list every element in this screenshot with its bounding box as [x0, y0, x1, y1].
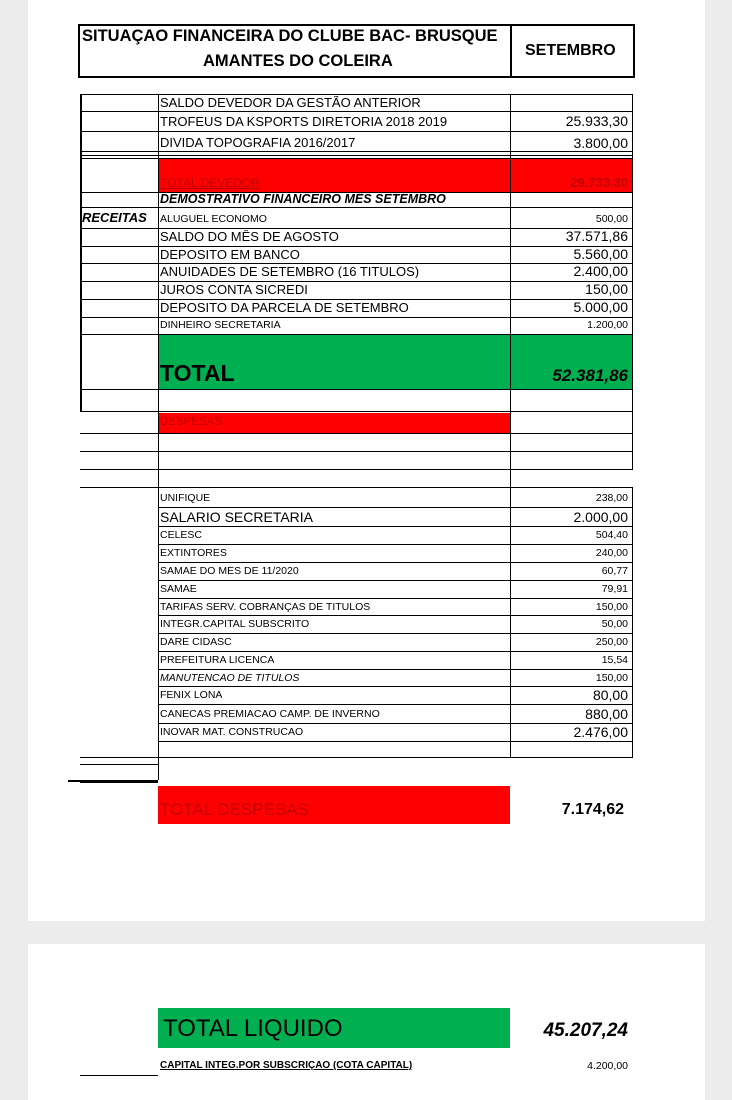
debt-topography-value: 3.800,00: [573, 135, 628, 151]
receipt-value: 37.571,86: [565, 228, 628, 244]
grid-line: [158, 633, 632, 634]
grid-line: [158, 94, 159, 780]
receipt-label: JUROS CONTA SICREDI: [160, 283, 308, 296]
grid-line: [80, 94, 632, 95]
grid-line: [80, 158, 632, 159]
expense-value: 79,91: [601, 583, 628, 595]
grid-line: [80, 281, 632, 282]
header-month: SETEMBRO: [525, 42, 616, 59]
expense-label: CELESC: [160, 530, 203, 541]
net-total-value: 45.207,24: [543, 1020, 628, 1041]
expense-label: CANECAS PREMIACAO CAMP. DE INVERNO: [160, 709, 380, 720]
grid-line: [80, 228, 632, 229]
grid-line: [80, 389, 632, 390]
grid-line: [158, 757, 632, 758]
expense-label: UNIFIQUE: [160, 493, 211, 504]
grid-line: [158, 615, 632, 616]
expense-label: INOVAR MAT. CONSTRUCAO: [160, 727, 304, 738]
expense-label: FENIX LONA: [160, 690, 223, 701]
expense-value: 250,00: [595, 636, 628, 648]
grid-line: [632, 94, 633, 470]
grid-line: [80, 263, 632, 264]
grid-line: [80, 94, 82, 412]
expense-value: 60,77: [601, 565, 628, 577]
total-value: 52.381,86: [552, 366, 628, 385]
grid-line: [80, 207, 632, 208]
grid-line: [158, 507, 632, 508]
debt-trophies-value: 25.933,30: [565, 113, 628, 129]
grid-line: [158, 669, 632, 670]
grid-line: [80, 111, 632, 112]
receipt-value: 5.560,00: [573, 246, 628, 262]
expense-label: PREFEITURA LICENCA: [160, 655, 275, 666]
header-title-line2: AMANTES DO COLEIRA: [203, 52, 393, 70]
receipt-label: DEPOSITO DA PARCELA DE SETEMBRO: [160, 301, 409, 314]
debt-previous-label: SALDO DEVEDOR DA GESTÃO ANTERIOR: [160, 96, 421, 109]
capital-label: CAPITAL INTEG.POR SUBSCRIÇÃO (COTA CAPITAL): [160, 1061, 413, 1071]
grid-line: [80, 334, 632, 335]
header-title-line1: SITUAÇAO FINANCEIRA DO CLUBE BAC- BRUSQUE: [82, 27, 498, 45]
grid-line: [158, 651, 632, 652]
total-expenses-value: 7.174,62: [561, 801, 624, 818]
grid-line: [80, 131, 632, 132]
grid-line: [158, 580, 632, 581]
grid-line: [80, 451, 632, 452]
expense-value: 2.476,00: [573, 724, 628, 740]
receipt-value: 500,00: [595, 213, 628, 225]
grid-line: [158, 562, 632, 563]
receipt-value: 5.000,00: [573, 299, 628, 315]
debt-topography-label: DIVIDA TOPOGRAFIA 2016/2017: [160, 136, 356, 149]
expense-label: DARE CIDASC: [160, 637, 232, 648]
total-label: TOTAL: [160, 362, 235, 385]
receipt-label: DINHEIRO SECRETARIA: [160, 320, 281, 331]
receipt-value: 150,00: [585, 281, 628, 297]
expense-value: 240,00: [595, 547, 628, 559]
expense-label: MANUTENCÃO DE TITULOS: [160, 673, 300, 684]
grid-line: [158, 686, 632, 687]
grid-line: [80, 764, 158, 765]
receipt-value: 2.400,00: [573, 263, 628, 279]
expense-label: SALARIO SECRETARIA: [160, 510, 314, 524]
grid-line: [80, 246, 632, 247]
grid-line: [80, 151, 632, 152]
grid-line: [80, 411, 632, 412]
receipt-label: ANUIDADES DE SETEMBRO (16 TITULOS): [160, 265, 420, 278]
grid-line: [80, 469, 632, 470]
expense-label: INTEGR.CAPITAL SUBSCRITO: [160, 619, 310, 630]
capital-left-line: [80, 1075, 158, 1076]
grid-line: [80, 299, 632, 300]
grid-line: [80, 317, 632, 318]
expense-label: EXTINTORES: [160, 548, 227, 559]
grid-line: [158, 704, 632, 705]
demonstrative-title: DEMOSTRATIVO FINANCEIRO MÊS SETEMBRO: [160, 193, 446, 206]
receipts-section-label: RECEITAS: [82, 210, 147, 225]
receipt-label: ALUGUEL ECONOMO: [160, 214, 267, 225]
net-total-label: TOTAL LIQUIDO: [163, 1017, 343, 1041]
expense-label: SAMAE: [160, 584, 197, 595]
expense-value: 150,00: [595, 601, 628, 613]
expenses-section-label: DESPESAS: [160, 417, 222, 428]
total-expenses-label: TOTAL DESPESAS: [160, 801, 309, 818]
grid-line: [510, 94, 511, 758]
grid-line: [632, 487, 633, 758]
grid-line: [80, 782, 158, 783]
debt-trophies-label: TROFEUS DA KSPORTS DIRETORIA 2018 2019: [160, 115, 448, 128]
expense-value: 880,00: [585, 706, 628, 722]
receipt-label: DEPOSITO EM BANCO: [160, 248, 300, 261]
grid-line: [80, 487, 632, 488]
expense-label: SAMAE DO MÊS DE 11/2020: [160, 566, 299, 577]
expense-value: 15,54: [601, 654, 628, 666]
grid-line: [80, 155, 632, 156]
receipt-label: SALDO DO MÊS DE AGOSTO: [160, 230, 339, 243]
grid-line: [80, 433, 632, 434]
total-debt-label: TOTAL DEVEDOR: [160, 177, 260, 189]
expense-label: TARIFAS SERV. COBRANÇAS DE TITULOS: [160, 602, 371, 613]
receipt-value: 1.200,00: [587, 319, 628, 331]
total-debt-value: 29.733,30: [570, 175, 628, 190]
expense-value: 238,00: [595, 492, 628, 504]
grid-line: [158, 598, 632, 599]
grid-line: [158, 544, 632, 545]
grid-line: [158, 741, 632, 742]
grid-line: [158, 723, 632, 724]
expense-value: 80,00: [592, 687, 628, 703]
grid-line: [158, 526, 632, 527]
grid-line: [80, 757, 158, 758]
expense-value: 504,40: [595, 529, 628, 541]
expense-value: 50,00: [601, 618, 628, 630]
expense-value: 2.000,00: [573, 509, 628, 525]
capital-value: 4.200,00: [587, 1060, 628, 1072]
expense-value: 150,00: [595, 672, 628, 684]
